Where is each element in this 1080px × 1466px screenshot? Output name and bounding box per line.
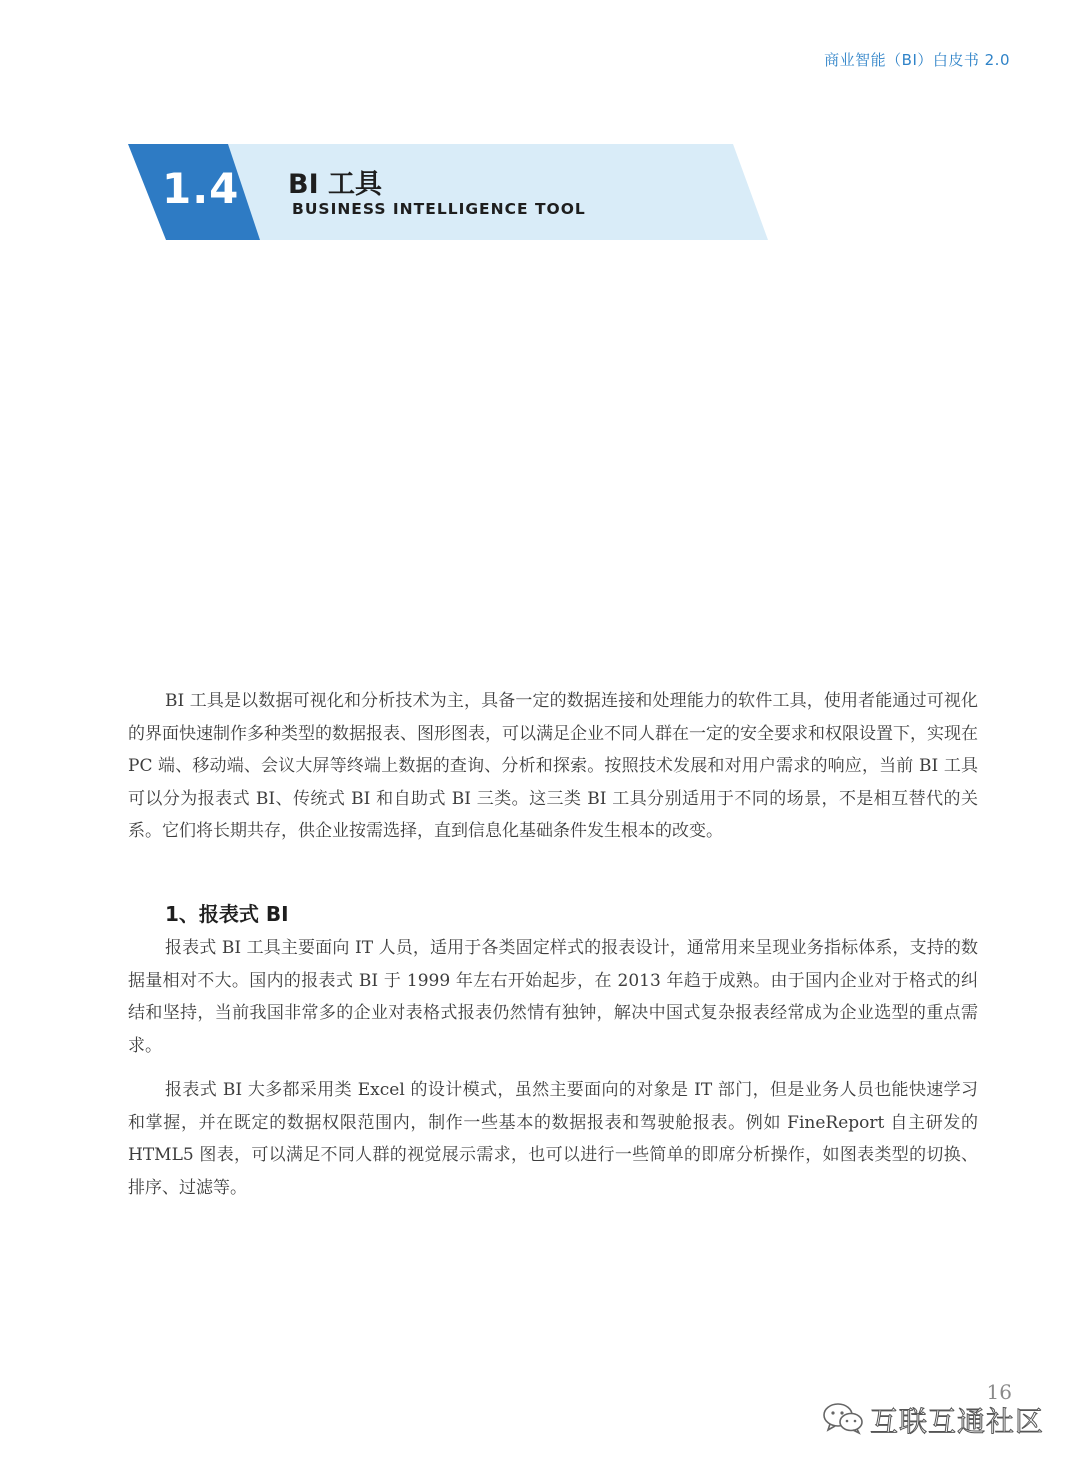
subsection-heading: 1、报表式 BI bbox=[165, 902, 289, 926]
section-subtitle: BUSINESS INTELLIGENCE TOOL bbox=[292, 200, 586, 218]
section-title: BI 工具 bbox=[288, 169, 383, 200]
watermark bbox=[822, 1400, 1044, 1440]
intro-paragraph: BI 工具是以数据可视化和分析技术为主，具备一定的数据连接和处理能力的软件工具，使用者能通过可视化的界面快速制作多种类型的数据报表、图形图表，可以满足企业不同人群在一定的安全要求和权限设置下，实现在 PC 端、移动端、会议大屏等终端上数据的查询、分析和探索。按照技术发展和对用户需求的响应，当前 BI 工具可以分为报表式 BI、传统式 BI 和自助式 BI 三类。这三类 BI 工具分别适用于不同的场景，不是相互替代的关系。它们将长期共存，供企业按需选择，直到信息化基础条件发生根本的改变。 bbox=[128, 691, 978, 841]
wechat-icon bbox=[822, 1401, 864, 1439]
body-paragraph-1: 报表式 BI 工具主要面向 IT 人员，适用于各类固定样式的报表设计，通常用来呈现业务指标体系，支持的数据量相对不大。国内的报表式 BI 于 1999 年左右开始起步，在 2013 年趋于成熟。由于国内企业对于格式的纠结和坚持，当前我国非常多的企业对表格式报表仍然情有独钟，解决中国式复杂报表经常成为企业选型的重点需求。 bbox=[128, 938, 978, 1056]
running-header-title: 商业智能（BI）白皮书 2.0 bbox=[824, 51, 1010, 69]
page-number: 16 bbox=[986, 1380, 1012, 1404]
watermark-text: 互联互通社区 bbox=[869, 1405, 1044, 1438]
body-paragraph-2: 报表式 BI 大多都采用类 Excel 的设计模式，虽然主要面向的对象是 IT 部门，但是业务人员也能快速学习和掌握，并在既定的数据权限范围内，制作一些基本的数据报表和驾驶舱报表。例如 FineReport 自主研发的 HTML5 图表，可以满足不同人群的视觉展示需求，也可以进行一些简单的即席分析操作，如图表类型的切换、排序、过滤等。 bbox=[128, 1080, 978, 1198]
section-number: 1.4 bbox=[162, 164, 240, 213]
section-banner bbox=[128, 144, 770, 240]
